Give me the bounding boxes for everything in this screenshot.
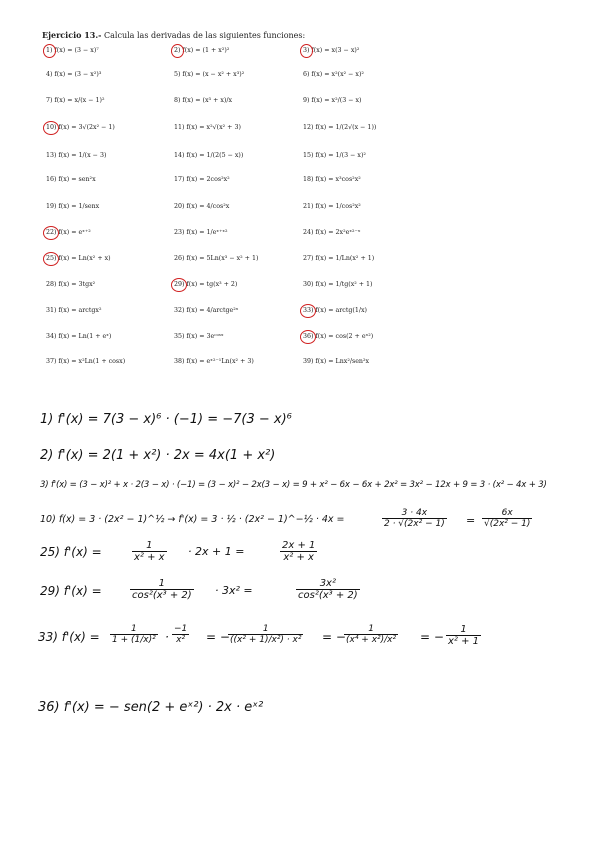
solution-33-eq-2: = − <box>322 630 346 644</box>
solution-33-dot: · <box>165 630 169 644</box>
solution-29-mid: · 3x² = <box>215 584 253 597</box>
exercise-title: Ejercicio 13.- Calcula las derivadas de las siguientes funciones: <box>42 30 306 40</box>
exercise-item: 35) f(x) = 3eᶜᵒˢˣ <box>174 333 224 340</box>
solution-33-lhs: 33) f'(x) = <box>38 630 100 644</box>
exercise-item: 14) f(x) = 1/(2(5 − x)) <box>174 152 244 159</box>
exercise-item: 30) f(x) = 1/tg(x² + 1) <box>303 281 373 288</box>
solution-25-fraction-2: $\frac{2x + 1}{\text{x² + x}}$ <box>282 540 316 563</box>
exercise-item: 18) f(x) = x³cos²x² <box>303 176 361 183</box>
exercise-item: 2) f(x) = (1 + x²)² <box>174 47 230 54</box>
red-circle-mark <box>43 252 59 266</box>
solution-36: 36) f'(x) = − sen(2 + eˣ²) · 2x · eˣ² <box>38 700 264 715</box>
exercise-item: 24) f(x) = 2x²eˣ²⁻ˣ <box>303 229 361 236</box>
solution-10: 10) f(x) = 3 · (2x² − 1)^½ → f'(x) = 3 · ½ · (2x² − 1)^−½ · 4x = <box>40 514 345 525</box>
exercise-item: 12) f(x) = 1/(2√(x − 1)) <box>303 124 377 131</box>
red-circle-mark <box>171 44 184 58</box>
exercise-item: 21) f(x) = 1/cos²x² <box>303 203 361 210</box>
solution-10-equals: = <box>466 514 476 527</box>
solution-3: 3) f'(x) = (3 − x)² + x · 2(3 − x) · (−1) = (3 − x)² − 2x(3 − x) = 9 + x² − 6x − 6x + 2x² = 3x² − 12x + 9 = 3 · (x² − 4x + 3) <box>40 480 547 490</box>
solution-29-fraction-2: $\frac{\text{3x²}}{\text{cos²(x³ + 2)}}$ <box>298 578 358 601</box>
exercise-item: 28) f(x) = 3tgx² <box>46 281 96 288</box>
solution-33-eq-3: = − <box>420 630 444 644</box>
red-circle-mark <box>43 44 56 58</box>
exercise-item: 32) f(x) = 4/arctge²ˣ <box>174 307 239 314</box>
exercise-item: 5) f(x) = (x − x² + x³)² <box>174 71 245 78</box>
exercise-item: 11) f(x) = x²√(x² + 3) <box>174 124 241 131</box>
solution-25-fraction-1: $\frac{1}{\text{x² + x}}$ <box>134 540 165 563</box>
red-circle-mark <box>43 121 59 135</box>
exercise-item: 13) f(x) = 1/(x − 3) <box>46 152 107 159</box>
exercise-item: 23) f(x) = 1/eˣ⁺ˣ² <box>174 229 228 236</box>
exercise-item: 26) f(x) = 5Ln(x³ − x² + 1) <box>174 255 259 262</box>
exercise-item: 3) f(x) = x(3 − x)² <box>303 47 360 54</box>
exercise-item: 1) f(x) = (3 − x)⁷ <box>46 47 99 54</box>
solution-33-fraction-4: $\frac{1}{\text{(x⁴ + x²)/x²}}$ <box>346 624 397 645</box>
solution-29-lhs: 29) f'(x) = <box>40 584 102 598</box>
exercise-item: 6) f(x) = x²(x² − x)² <box>303 71 364 78</box>
solution-1: 1) f'(x) = 7(3 − x)⁶ · (−1) = −7(3 − x)⁶ <box>40 412 292 427</box>
solution-29-fraction-1: $\frac{1}{\text{cos²(x³ + 2)}}$ <box>132 578 192 601</box>
red-circle-mark <box>300 330 316 344</box>
red-circle-mark <box>43 226 59 240</box>
exercise-item: 20) f(x) = 4/cos²x <box>174 203 230 210</box>
red-circle-mark <box>300 44 313 58</box>
exercise-item: 25) f(x) = Ln(x² + x) <box>46 255 111 262</box>
solution-33-fraction-5: $\frac{1}{\text{x² + 1}}$ <box>448 624 480 647</box>
exercise-item: 19) f(x) = 1/senx <box>46 203 100 210</box>
solution-33-fraction-3: $\frac{1}{\text{((x² + 1)/x²) · x²}}$ <box>230 624 302 645</box>
exercise-item: 10) f(x) = 3√(2x² − 1) <box>46 124 115 131</box>
exercise-item: 38) f(x) = eˣ²⁻¹Ln(x² + 3) <box>174 358 254 365</box>
exercise-item: 22) f(x) = eˣ⁺² <box>46 229 91 236</box>
solution-10-fraction-2: $\frac{6x}{\text{√(2x² − 1)}}$ <box>484 508 531 529</box>
solution-10-fraction-1: $\frac{3 \cdot 4x}{\text{2 · √(2x² − 1)}}$ <box>384 508 445 529</box>
exercise-item: 36) f(x) = cos(2 + eˣ²) <box>303 333 374 340</box>
solution-33-fraction-2: $\frac{-1}{\text{x²}}$ <box>174 624 188 645</box>
exercise-item: 27) f(x) = 1/Ln(x² + 1) <box>303 255 375 262</box>
solution-2: 2) f'(x) = 2(1 + x²) · 2x = 4x(1 + x²) <box>40 448 276 463</box>
exercise-item: 31) f(x) = arctgx² <box>46 307 102 314</box>
exercise-item: 9) f(x) = x²/(3 − x) <box>303 97 362 104</box>
exercise-item: 8) f(x) = (x³ + x)/x <box>174 97 233 104</box>
exercise-item: 29) f(x) = tg(x³ + 2) <box>174 281 238 288</box>
exercise-item: 33) f(x) = arctg(1/x) <box>303 307 367 314</box>
solution-25-mid: · 2x + 1 = <box>188 545 245 558</box>
exercise-item: 37) f(x) = x²Ln(1 + cosx) <box>46 358 126 365</box>
exercise-item: 39) f(x) = Lnx²/sen²x <box>303 358 370 365</box>
exercise-item: 4) f(x) = (3 − x²)³ <box>46 71 102 78</box>
solution-33-fraction-1: $\frac{1}{\text{1 + (1/x)²}}$ <box>112 624 156 645</box>
exercise-item: 7) f(x) = x/(x − 1)² <box>46 97 105 104</box>
solution-25-lhs: 25) f'(x) = <box>40 545 102 559</box>
red-circle-mark <box>171 278 187 292</box>
exercise-item: 16) f(x) = sen²x <box>46 176 96 183</box>
exercise-item: 17) f(x) = 2cos²x² <box>174 176 230 183</box>
exercise-item: 34) f(x) = Ln(1 + eˣ) <box>46 333 112 340</box>
exercise-item: 15) f(x) = 1/(3 − x)² <box>303 152 366 159</box>
red-circle-mark <box>300 304 316 318</box>
solution-33-eq-1: = − <box>206 630 230 644</box>
